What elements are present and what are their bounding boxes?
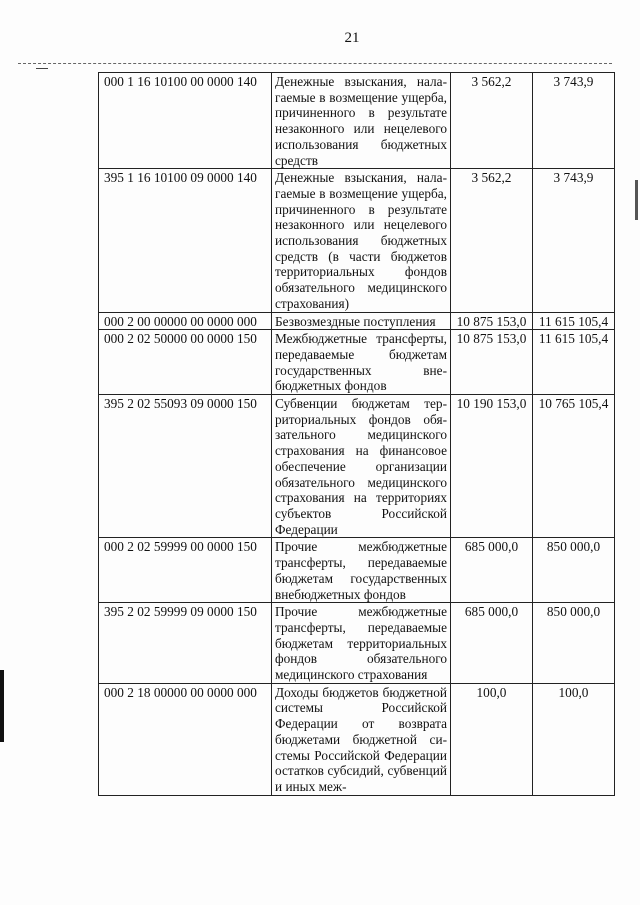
value-cell-year1: 685 000,0 bbox=[451, 603, 533, 684]
value-cell-year2: 11 615 105,4 bbox=[533, 312, 615, 330]
value-cell-year2: 850 000,0 bbox=[533, 603, 615, 684]
value-cell-year1: 685 000,0 bbox=[451, 538, 533, 603]
code-cell: 395 2 02 55093 09 0000 150 bbox=[99, 395, 272, 538]
description-cell: Денежные взыскания, налагаемые в возмещение ущерба, причиненного в результате незаконного или нецелевого использования бюджетных средств bbox=[272, 73, 451, 169]
value-cell-year2: 3 743,9 bbox=[533, 73, 615, 169]
value-cell-year1: 3 562,2 bbox=[451, 169, 533, 312]
table-row bbox=[99, 169, 615, 312]
value-cell-year2: 3 743,9 bbox=[533, 169, 615, 312]
description-cell: Субвенции бюджетам территориальных фондов обязательного медицинского страхования на финансовое обеспечение организации обязательного медицинского страхования на территориях субъектов Российской Федерации bbox=[272, 395, 451, 538]
value-cell-year1: 10 190 153,0 bbox=[451, 395, 533, 538]
description-cell: Прочие межбюджетные трансферты, передаваемые бюджетам территориальных фондов обязательного медицинского страхования bbox=[272, 603, 451, 684]
value-cell-year1: 10 875 153,0 bbox=[451, 312, 533, 330]
description-cell: Доходы бюджетов бюджетной системы Российской Федерации от возврата бюджетами бюджетной системы Российской Федерации остатков субсидий, субвенций и иных меж- bbox=[272, 683, 451, 795]
code-cell: 000 2 00 00000 00 0000 000 bbox=[99, 312, 272, 330]
table-row bbox=[99, 330, 615, 395]
value-cell-year2: 100,0 bbox=[533, 683, 615, 795]
value-cell-year1: 3 562,2 bbox=[451, 73, 533, 169]
value-cell-year1: 10 875 153,0 bbox=[451, 330, 533, 395]
code-cell: 000 2 02 50000 00 0000 150 bbox=[99, 330, 272, 395]
budget-table bbox=[98, 72, 615, 796]
header-mark bbox=[36, 68, 48, 69]
description-cell: Денежные взыскания, налагаемые в возмещение ущерба, причиненного в результате незаконного или нецелевого использования бюджетных средств (в части бюджетов территориальных фондов обязательного медицинского страхования) bbox=[272, 169, 451, 312]
description-cell: Межбюджетные трансферты, передаваемые бюджетам государственных внебюджетных фондов bbox=[272, 330, 451, 395]
value-cell-year2: 10 765 105,4 bbox=[533, 395, 615, 538]
header-divider bbox=[18, 63, 612, 64]
value-cell-year1: 100,0 bbox=[451, 683, 533, 795]
description-cell: Безвозмездные поступления bbox=[272, 312, 451, 330]
scan-artifact-left bbox=[0, 670, 4, 742]
table-row bbox=[99, 73, 615, 169]
code-cell: 395 2 02 59999 09 0000 150 bbox=[99, 603, 272, 684]
table-row bbox=[99, 395, 615, 538]
table-row bbox=[99, 683, 615, 795]
code-cell: 000 2 02 59999 00 0000 150 bbox=[99, 538, 272, 603]
table-row bbox=[99, 312, 615, 330]
table-row bbox=[99, 603, 615, 684]
page-number: 21 bbox=[344, 30, 360, 46]
value-cell-year2: 850 000,0 bbox=[533, 538, 615, 603]
description-cell: Прочие межбюджетные трансферты, передаваемые бюджетам государственных внебюджетных фондов bbox=[272, 538, 451, 603]
value-cell-year2: 11 615 105,4 bbox=[533, 330, 615, 395]
code-cell: 000 2 18 00000 00 0000 000 bbox=[99, 683, 272, 795]
code-cell: 000 1 16 10100 00 0000 140 bbox=[99, 73, 272, 169]
code-cell: 395 1 16 10100 09 0000 140 bbox=[99, 169, 272, 312]
table-row bbox=[99, 538, 615, 603]
scan-artifact-right bbox=[635, 180, 638, 220]
